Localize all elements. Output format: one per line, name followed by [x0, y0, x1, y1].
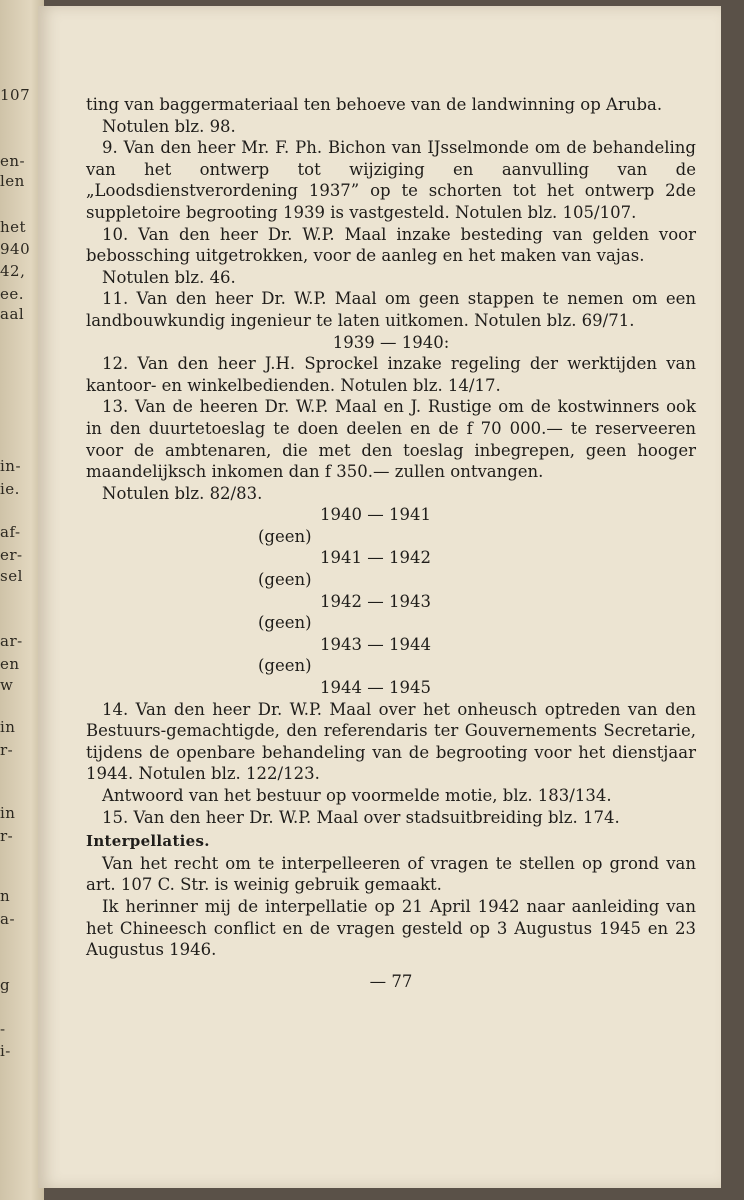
margin-fragment: i- [0, 1042, 11, 1060]
margin-fragment: ie. [0, 480, 20, 498]
year-heading: 1942 — 1943 [320, 591, 431, 611]
motion-item-15: 15. Van den heer Dr. W.P. Maal over stadsuitbreiding blz. 174. [102, 807, 620, 827]
margin-fragment: r- [0, 827, 14, 845]
margin-fragment: er- [0, 546, 23, 564]
year-heading: 1939 — 1940: [332, 332, 450, 352]
motion-item-9: 9. Van den heer Mr. F. Ph. Bichon van IJsselmonde om de behandeling van het ontwerp tot wijziging en aanvulling van de „Loodsdienstverordening 1937” op te schorten tot het ontwerp 2de suppletoire begrooting 1939 is vastgesteld. Notulen blz. 105/107. [86, 138, 696, 222]
paragraph: Notulen blz. 82/83. [102, 483, 263, 503]
motion-item-11: 11. Van den heer Dr. W.P. Maal om geen stappen te nemen om een landbouwkundig ingenieur te laten uitkomen. Notulen blz. 69/71. [86, 289, 696, 330]
margin-fragment: n [0, 887, 11, 905]
motion-item-13: 13. Van de heeren Dr. W.P. Maal en J. Rustige om de kostwinners ook in den duurtetoeslag te doen deelen en de f 70 000.— te reserveeren voor de ambtenaren, die met den toeslag inbegrepen, geen hooger maandelijksch inkomen dan f 350.— zullen ontvangen. [86, 397, 696, 482]
paragraph: Notulen blz. 98. [102, 116, 236, 136]
margin-fragment: len [0, 172, 25, 190]
margin-fragment: sel [0, 567, 23, 585]
page-body [86, 94, 696, 992]
margin-fragment: r- [0, 741, 14, 759]
margin-fragment: aal [0, 305, 25, 323]
year-note: (geen) [258, 570, 312, 590]
margin-fragment: - [0, 1020, 6, 1038]
margin-fragment: ee. [0, 285, 25, 303]
margin-fragment: w [0, 676, 14, 694]
paragraph: Van het recht om te interpelleeren of vragen te stellen op grond van art. 107 C. Str. is weinig gebruik gemaakt. [86, 853, 696, 895]
section-heading: Interpellaties. [86, 832, 210, 851]
motion-item-10: 10. Van den heer Dr. W.P. Maal inzake besteding van gelden voor bebossching uitgetrokken, voor de aanleg en het maken van vajas. [86, 224, 696, 266]
margin-fragment: g [0, 976, 11, 994]
margin-fragment: in [0, 718, 16, 736]
margin-fragment: en- [0, 152, 26, 170]
document-page [38, 6, 721, 1188]
year-heading: 1940 — 1941 [320, 505, 431, 525]
session-years-list [86, 504, 696, 698]
margin-fragment: a- [0, 910, 16, 928]
year-note: (geen) [258, 613, 312, 633]
margin-fragment: 42, [0, 262, 26, 280]
paragraph: Ik herinner mij de interpellatie op 21 April 1942 naar aanleiding van het Chineesch conflict en de vragen gesteld op 3 Augustus 1945 en 23 Augustus 1946. [86, 896, 696, 960]
margin-fragment: en [0, 655, 20, 673]
page-number: — 77 [369, 971, 413, 991]
year-heading: 1944 — 1945 [320, 678, 431, 698]
margin-fragment: 107 [0, 86, 31, 104]
margin-fragment: in- [0, 457, 22, 475]
motion-item-14: 14. Van den heer Dr. W.P. Maal over het onheusch optreden van den Bestuurs-gemachtigde, den referendaris ter Gouvernements Secretarie, tijdens de openbare behandeling van de begrooting voor het dienstjaar 1944. Notulen blz. 122/123. [86, 699, 696, 784]
margin-fragment: 940 [0, 240, 31, 258]
year-heading: 1943 — 1944 [320, 634, 431, 654]
margin-fragment: ar- [0, 632, 23, 650]
year-note: (geen) [258, 656, 312, 676]
paragraph: Notulen blz. 46. [102, 267, 236, 287]
margin-fragment: in [0, 804, 16, 822]
year-note: (geen) [258, 526, 312, 546]
margin-fragment: het [0, 218, 27, 236]
year-heading: 1941 — 1942 [320, 548, 431, 568]
motion-item-12: 12. Van den heer J.H. Sprockel inzake regeling der werktijden van kantoor- en winkelbedienden. Notulen blz. 14/17. [86, 354, 696, 395]
paragraph: ting van baggermateriaal ten behoeve van de landwinning op Aruba. [86, 95, 663, 114]
margin-fragment: af- [0, 523, 21, 541]
paragraph: Antwoord van het bestuur op voormelde motie, blz. 183/134. [102, 786, 612, 805]
